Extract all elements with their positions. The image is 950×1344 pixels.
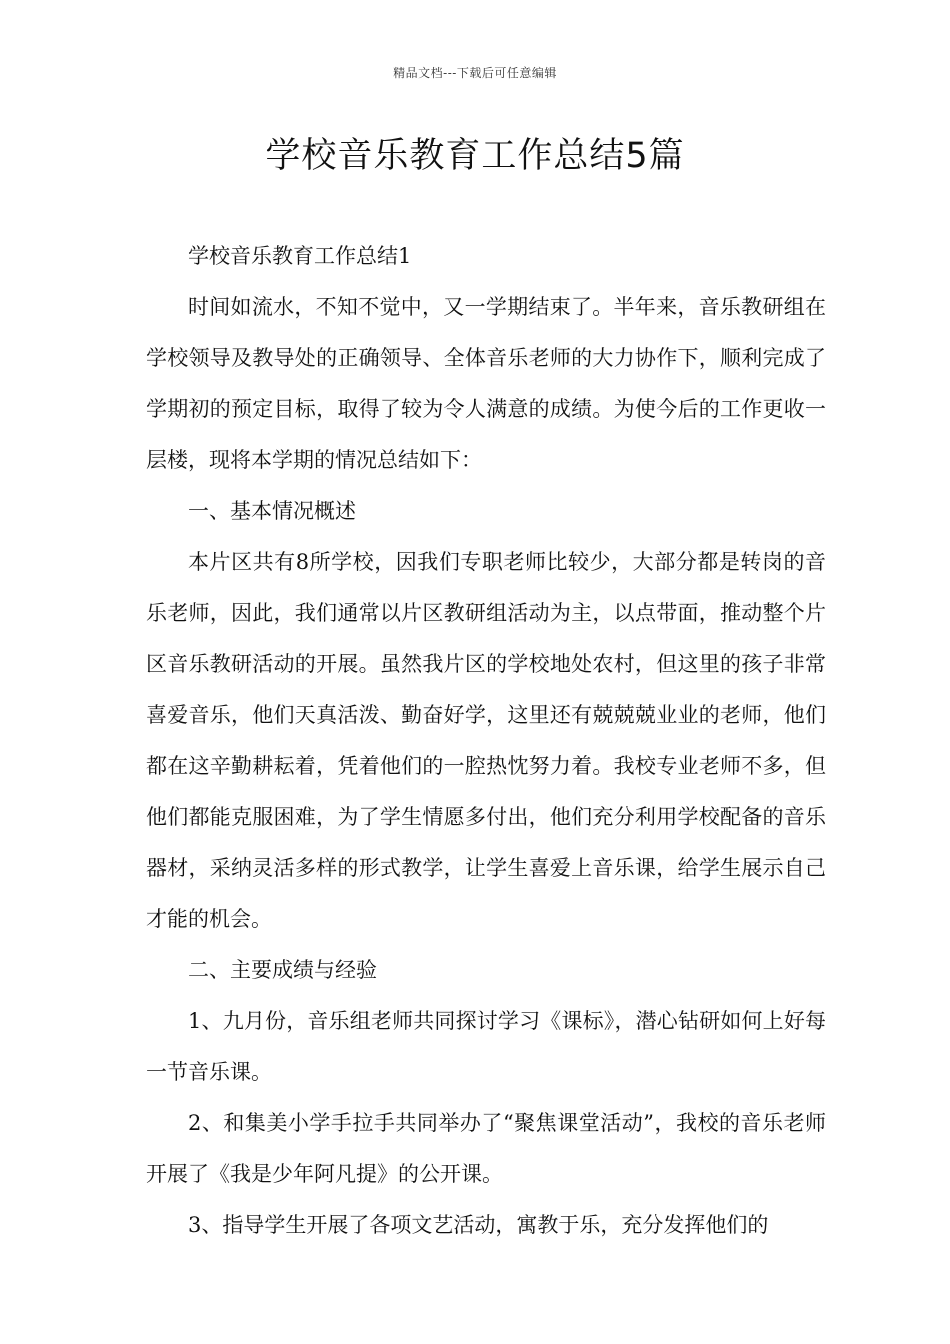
list-item: 2、和集美小学手拉手共同举办了“聚焦课堂活动”，我校的音乐老师开展了《我是少年阿凡提》的公开课。 xyxy=(146,1111,826,1186)
section-heading: 一、基本情况概述 xyxy=(188,499,356,523)
paragraph: 时间如流水，不知不觉中，又一学期结束了。半年来，音乐教研组在学校领导及教导处的正确领导、全体音乐老师的大力协作下，顺利完成了学期初的预定目标，取得了较为令人满意的成绩。为使今后的工作更收一层楼，现将本学期的情况总结如下： xyxy=(146,295,826,472)
document-title: 学校音乐教育工作总结5篇 xyxy=(265,136,685,176)
section-heading: 学校音乐教育工作总结1 xyxy=(188,244,412,268)
section-heading: 二、主要成绩与经验 xyxy=(188,958,377,982)
paragraph: 本片区共有8所学校，因我们专职老师比较少，大部分都是转岗的音乐老师，因此，我们通常以片区教研组活动为主，以点带面，推动整个片区音乐教研活动的开展。虽然我片区的学校地处农村，但这里的孩子非常喜爱音乐，他们天真活泼、勤奋好学，这里还有兢兢兢业业的老师，他们都在这辛勤耕耘着，凭着他们的一腔热忱努力着。我校专业老师不多，但他们都能克服困难，为了学生情愿多付出，他们充分利用学校配备的音乐器材，采纳灵活多样的形式教学，让学生喜爱上音乐课，给学生展示自己才能的机会。 xyxy=(146,550,826,931)
list-item: 3、指导学生开展了各项文艺活动，寓教于乐，充分发挥他们的 xyxy=(188,1213,769,1237)
header-note: 精品文档---下载后可任意编辑 xyxy=(393,66,557,80)
document-body xyxy=(146,231,826,1251)
list-item: 1、九月份，音乐组老师共同探讨学习《课标》，潜心钻研如何上好每一节音乐课。 xyxy=(146,1009,826,1084)
